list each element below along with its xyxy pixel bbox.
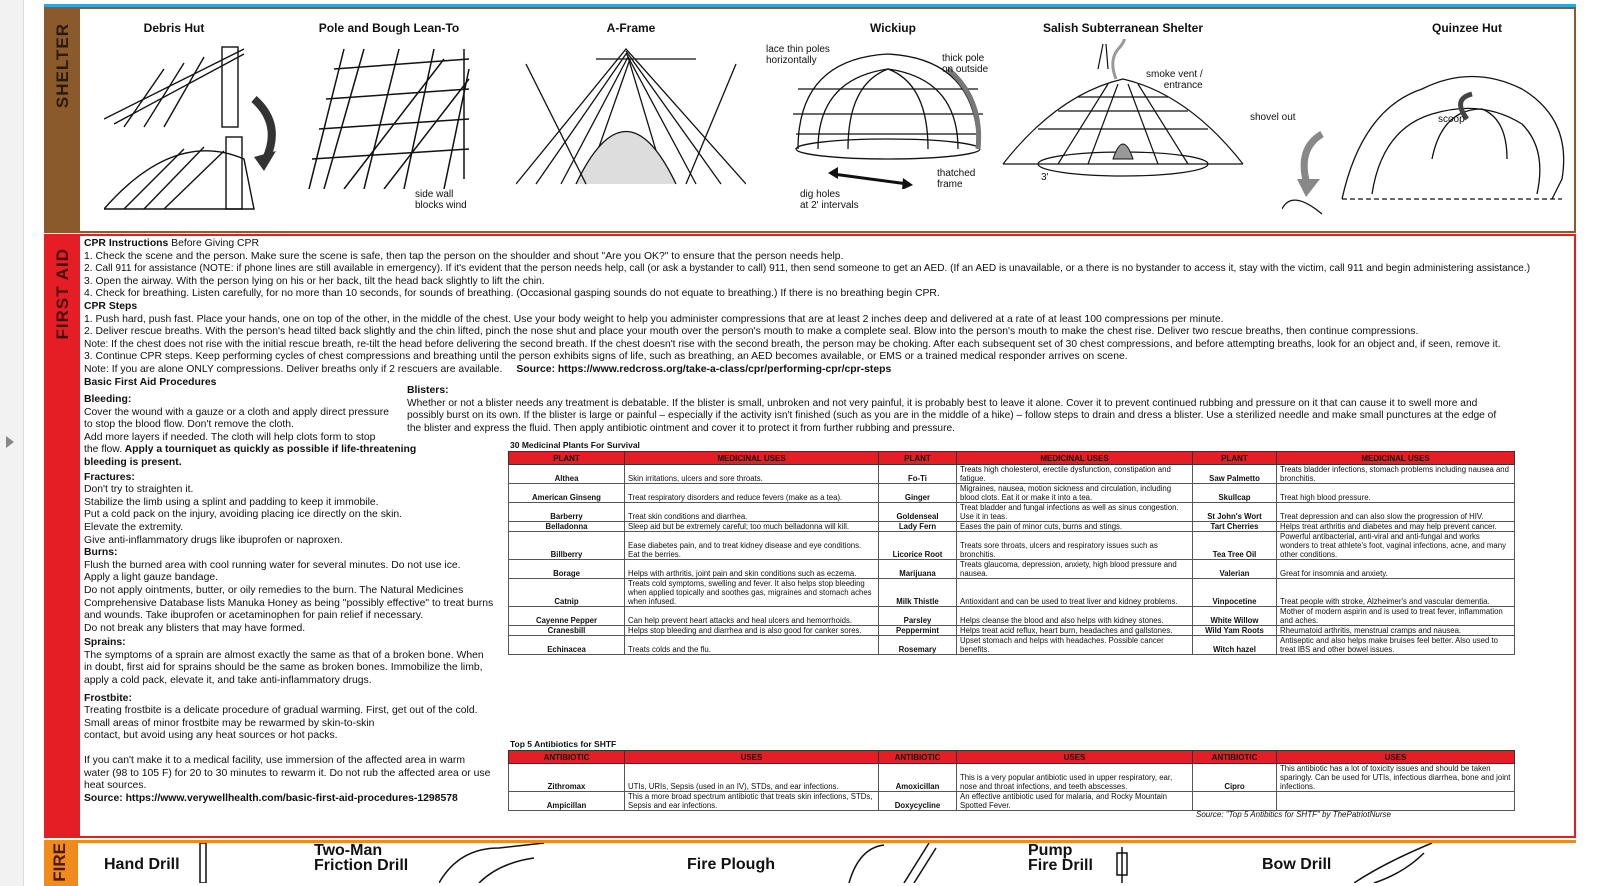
medicinal-plants-table — [508, 451, 1515, 655]
fractures-line: Stabilize the limb using a splint and padding to keep it immobile. — [84, 496, 379, 508]
table-name-cell: Licorice Root — [879, 532, 957, 560]
blisters-line: Whether or not a blister needs any treatment is debatable. If the blister is small, unbroken and not very painful, it is probably best to leave it alone. Cover it to prevent continued rubbing and pressure on it that can cause it to swell more and — [407, 397, 1478, 409]
shelter-title: Wickiup — [870, 21, 916, 35]
frostbite-line: Small areas of minor frostbite may be rewarmed by skin-to-skin — [84, 717, 375, 729]
table-row — [509, 522, 1515, 532]
table-name-cell: Belladonna — [509, 522, 625, 532]
table-name-cell: Cipro — [1193, 764, 1277, 792]
shelter-tab-label: SHELTER — [53, 23, 72, 109]
table-uses-cell: Treats colds and the flu. — [625, 636, 879, 655]
frostbite-line: water (98 to 105 F) for 20 to 30 minutes to rewarm it. Do not rub the affected area or use — [84, 767, 491, 779]
table-name-cell: Marijuana — [879, 560, 957, 579]
table-row — [509, 560, 1515, 579]
burns-line: Comprehensive Database lists Manuka Honey as being "possibly effective" to treat burns — [84, 597, 494, 609]
table-name-cell: Cayenne Pepper — [509, 607, 625, 626]
cpr-instruction-line: 2. Call 911 for assistance (NOTE: if phone lines are still available in emergency). If it's evident that the person needs help, call (or ask a bystander to call) 911, then send someone to get an AED. (If an AED is unavailable, or a there is no bystander to access it, stay with the victim, call 911 and begin administering assistance.) — [84, 263, 1531, 275]
table-name-cell: Goldenseal — [879, 503, 957, 522]
table-uses-cell: Treats bladder infections, stomach problems including nausea and bronchitis. — [1277, 465, 1515, 484]
table-row — [509, 607, 1515, 626]
burns-line: Do not apply ointments, butter, or oily remedies to the burn. The Natural Medicines — [84, 584, 464, 596]
table-header-cell: ANTIBIOTIC — [509, 751, 625, 764]
table-name-cell: Catnip — [509, 579, 625, 607]
table-uses-cell: Mother of modern aspirin and is used to treat fever, inflammation and aches. — [1277, 607, 1515, 626]
frostbite-line: contact, but avoid using any heat sources or hot packs. — [84, 730, 338, 742]
shelter-title: A-Frame — [606, 21, 656, 35]
table-uses-cell: Skin irritations, ulcers and sore throats. — [625, 465, 879, 484]
shelter-title: Pole and Bough Lean-To — [318, 21, 460, 35]
table-uses-cell: Treats glaucoma, depression, anxiety, high blood pressure and nausea. — [957, 560, 1193, 579]
sprains-heading: Sprains: — [84, 637, 126, 649]
table-uses-cell: Can help prevent heart attacks and heal ulcers and hemorrhoids. — [625, 607, 879, 626]
table-row — [509, 792, 1515, 811]
cpr-steps-heading: CPR Steps — [84, 300, 138, 312]
table-header-cell: MEDICINAL USES — [1277, 452, 1515, 465]
table-name-cell: St John's Wort — [1193, 503, 1277, 522]
fractures-line: Give anti-inflammatory drugs like ibuprofen or naproxen. — [84, 534, 343, 546]
table-name-cell: Tea Tree Oil — [1193, 532, 1277, 560]
cpr-step-line: 2. Deliver rescue breaths. With the person's head tilted back slightly and the chin lifted, pinch the nose shut and place your mouth over the person's mouth to make a complete seal. Blow into the person's mouth to make the chest rise. Deliver two rescue breaths, then continue compressions. — [84, 326, 1419, 338]
quinzee-callout-scoop: scoop — [1438, 114, 1465, 125]
table-name-cell: Cranesbill — [509, 626, 625, 636]
poster-page — [44, 0, 1576, 886]
table-uses-cell: Treat skin conditions and diarrhea. — [625, 503, 879, 522]
cpr-step-line: 1. Push hard, push fast. Place your hands, one on top of the other, in the middle of the chest. Use your body weight to help you administer compressions that are at least 2 inches deep and delivered at a rate of at least 100 compressions per minute. — [84, 313, 1224, 325]
fire-plough-icon — [844, 843, 939, 883]
table-name-cell: Echinacea — [509, 636, 625, 655]
table-name-cell: Billberry — [509, 532, 625, 560]
table-uses-cell: Antioxidant and can be used to treat liver and kidney problems. — [957, 579, 1193, 607]
table-header-cell: ANTIBIOTIC — [1193, 751, 1277, 764]
table-uses-cell: Helps treat acid reflux, heart burn, headaches and gallstones. — [957, 626, 1193, 636]
table-uses-cell — [1277, 792, 1515, 811]
table-name-cell: Lady Fern — [879, 522, 957, 532]
lean-to-illustration — [304, 39, 474, 189]
table-uses-cell: This a more broad spectrum antibiotic that treats skin infections, STDs, Sepsis and ear infections. — [625, 792, 879, 811]
shelter-title: Quinzee Hut — [1431, 21, 1502, 35]
quinzee-callout-shovel: shovel out — [1250, 112, 1296, 123]
cpr-source-link[interactable]: Source: https://www.redcross.org/take-a-class/cpr/performing-cpr/cpr-steps — [516, 363, 892, 375]
salish-callout-vent: smoke vent / entrance — [1146, 69, 1203, 91]
table-header-cell: USES — [1277, 751, 1515, 764]
fractures-heading: Fractures: — [84, 471, 135, 483]
table-name-cell: Peppermint — [879, 626, 957, 636]
table-header-cell: MEDICINAL USES — [625, 452, 879, 465]
frostbite-line: heat sources. — [84, 780, 147, 792]
blisters-line: the blister and express the fluid. Then apply antibiotic ointment and cover it to protect it from further rubbing and pressure. — [407, 422, 955, 434]
table-name-cell: Althea — [509, 465, 625, 484]
table-uses-cell: Treat bladder and fungal infections as well as sinus congestion. Use it in teas. — [957, 503, 1193, 522]
table-header-cell: USES — [957, 751, 1193, 764]
table-name-cell: Rosemary — [879, 636, 957, 655]
shelter-title: Debris Hut — [143, 21, 205, 35]
wickiup-callout-holes: dig holes at 2' intervals — [800, 189, 859, 211]
table-name-cell: Valerian — [1193, 560, 1277, 579]
table-uses-cell: Treats high cholesterol, erectile dysfunction, constipation and fatigue. — [957, 465, 1193, 484]
expand-panel-arrow-icon[interactable] — [6, 436, 14, 448]
table-row — [509, 484, 1515, 503]
table-name-cell: Wild Yam Roots — [1193, 626, 1277, 636]
table-uses-cell: Treat high blood pressure. — [1277, 484, 1515, 503]
table-row — [509, 579, 1515, 607]
table-name-cell: Skullcap — [1193, 484, 1277, 503]
debris-hut-callout: side wall blocks wind — [415, 189, 467, 211]
bleeding-line: to stop the blood flow. Don't remove the cloth. — [84, 419, 294, 431]
fire-pump-drill: Pump Fire Drill — [1028, 842, 1093, 874]
sprains-line: The symptoms of a sprain are almost exactly the same as that of a broken bone. When — [84, 649, 484, 661]
table-header-cell: PLANT — [1193, 452, 1277, 465]
antibiotics-table-caption: Top 5 Antibiotics for SHTF — [510, 739, 617, 749]
table-row — [509, 532, 1515, 560]
shelter-section — [44, 7, 1576, 233]
table-header-cell: ANTIBIOTIC — [879, 751, 957, 764]
table-uses-cell: Treat respiratory disorders and reduce fevers (make as a tea). — [625, 484, 879, 503]
bleeding-line: the flow. Apply a tourniquet as quickly as possible if life-threatening — [84, 444, 417, 456]
table-name-cell: Fo-Ti — [879, 465, 957, 484]
table-uses-cell: This antibiotic has a lot of toxicity issues and should be taken sparingly. Can be used for UTIs, infectious diarrhea, bone and joint infections. — [1277, 764, 1515, 792]
cpr-instruction-line: 4. Check for breathing. Listen carefully, for no more than 10 seconds, for sounds of breathing. (Occasional gasping sounds do not equate to breathing.) If there is no breathing begin CPR. — [84, 288, 940, 300]
table-uses-cell: Antiseptic and also helps make bruises feel better. Also used to treat IBS and other bowel issues. — [1277, 636, 1515, 655]
shelter-debris-hut — [104, 9, 244, 229]
bleeding-line: bleeding is present. — [84, 456, 182, 468]
table-uses-cell: Ease diabetes pain, and to treat kidney disease and eye conditions. Eat the berries. — [625, 532, 879, 560]
cpr-step-line: Note: If the chest does not rise with the initial rescue breath, re-tilt the head before delivering the second breath. If the chest doesn't rise with the second breath, the person may be choking. After each subsequent set of 30 chest compressions, and before attempting breaths, look for an object and, if seen, remove it. — [84, 338, 1501, 350]
table-header-cell: PLANT — [879, 452, 957, 465]
table-uses-cell: Eases the pain of minor cuts, burns and stings. — [957, 522, 1193, 532]
table-name-cell: American Ginseng — [509, 484, 625, 503]
cpr-block — [84, 238, 1570, 389]
bleeding-line: Cover the wound with a gauze or a cloth and apply direct pressure — [84, 406, 389, 418]
first-aid-section — [44, 234, 1576, 838]
pump-drill-icon — [1114, 847, 1134, 883]
bleeding-line: Add more layers if needed. The cloth will help clots form to stop — [84, 431, 376, 443]
table-uses-cell: Rheumatoid arthritis, menstrual cramps and nausea. — [1277, 626, 1515, 636]
table-name-cell: Milk Thistle — [879, 579, 957, 607]
sprains-line: apply a cold pack, elevate it, and take anti-inflammatory drugs. — [84, 675, 372, 687]
a-frame-illustration — [516, 39, 746, 189]
table-name-cell: Parsley — [879, 607, 957, 626]
frostbite-heading: Frostbite: — [84, 692, 132, 704]
burns-line: Do not break any blisters that may have formed. — [84, 622, 306, 634]
table-uses-cell: Sleep aid but be extremely careful; too much belladonna will kill. — [625, 522, 879, 532]
cpr-note-line: Note: If you are alone ONLY compressions. Deliver breaths only if 2 rescuers are available. Source: https://www.redcross.org/take-a-class/cpr/performing-cpr/cpr-steps — [84, 363, 892, 375]
cpr-step-line: 3. Continue CPR steps. Keep performing cycles of chest compressions and breathing until the person exhibits signs of life, such as breathing, an AED becomes available, or EMS or a trained medical responder arrives on scene. — [84, 351, 1128, 363]
table-name-cell — [1193, 792, 1277, 811]
two-man-drill-icon — [439, 843, 549, 883]
table-uses-cell: Treats sore throats, ulcers and respiratory issues such as bronchitis. — [957, 532, 1193, 560]
shelter-a-frame — [516, 9, 746, 229]
table-name-cell: Ampicillan — [509, 792, 625, 811]
table-name-cell: White Willow — [1193, 607, 1277, 626]
debris-hut-illustration — [104, 39, 289, 219]
blisters-block — [407, 385, 1537, 435]
table-uses-cell: Helps with arthritis, joint pain and skin conditions such as eczema. — [625, 560, 879, 579]
shelter-salish — [998, 9, 1248, 229]
table-row — [509, 764, 1515, 792]
table-row — [509, 626, 1515, 636]
table-uses-cell: Helps cleanse the blood and also helps with kidney stones. — [957, 607, 1193, 626]
wickiup-callout-thatched: thatched frame — [937, 168, 976, 190]
bleeding-heading: Bleeding: — [84, 394, 132, 405]
plants-table-caption: 30 Medicinal Plants For Survival — [510, 440, 640, 450]
table-uses-cell: Treat depression and can also slow the progression of HIV. — [1277, 503, 1515, 522]
fractures-line: Put a cold pack on the injury, avoiding placing ice directly on the skin. — [84, 509, 403, 521]
first-aid-tab — [46, 236, 80, 836]
wickiup-callout-thick: thick pole on outside — [942, 53, 989, 75]
fire-plough: Fire Plough — [687, 856, 775, 873]
fractures-line: Don't try to straighten it. — [84, 484, 194, 496]
hand-drill-icon — [194, 843, 214, 883]
table-uses-cell: Helps stop bleeding and diarrhea and is also good for canker sores. — [625, 626, 879, 636]
shelter-quinzee — [1282, 9, 1572, 229]
table-name-cell: Barberry — [509, 503, 625, 522]
table-uses-cell: Treat people with stroke, Alzheimer's and vascular dementia. — [1277, 579, 1515, 607]
fractures-line: Elevate the extremity. — [84, 521, 184, 533]
table-row — [509, 636, 1515, 655]
table-name-cell: Doxycycline — [879, 792, 957, 811]
fire-hand-drill: Hand Drill — [104, 856, 180, 873]
table-header-cell: USES — [625, 751, 879, 764]
previous-section-edge — [44, 0, 1576, 7]
basic-first-aid-heading: Basic First Aid Procedures — [84, 376, 217, 388]
table-name-cell: Saw Palmetto — [1193, 465, 1277, 484]
bow-drill-icon — [1354, 843, 1434, 883]
table-uses-cell: UTIs, URIs, Sepsis (used in an IV), STDs, and ear infections. — [625, 764, 879, 792]
table-uses-cell: Treats cold symptoms, swelling and fever. It also helps stop bleeding when applied topically and soothes gas, migraines and stomach aches when infused. — [625, 579, 879, 607]
table-uses-cell: An effective antibiotic used for malaria, and Rocky Mountain Spotted Fever. — [957, 792, 1193, 811]
cpr-instruction-line: 1. Check the scene and the person. Make sure the scene is safe, then tap the person on the shoulder and shout "Are you OK?" to ensure that the person needs help. — [84, 250, 844, 262]
table-row — [509, 503, 1515, 522]
table-uses-cell: This is a very popular antibiotic used in upper respiratory, ear, nose and throat infections, and teeth abscesses. — [957, 764, 1193, 792]
table-name-cell: Ginger — [879, 484, 957, 503]
shelter-lean-to — [304, 9, 474, 229]
fire-two-man-drill: Two-Man Friction Drill — [314, 842, 409, 874]
shelter-title: Salish Subterranean Shelter — [1042, 21, 1204, 35]
fire-section — [44, 840, 1576, 886]
frostbite-line: Treating frostbite is a delicate procedure of gradual warming. First, get out of the cold. — [84, 705, 478, 717]
table-uses-cell: Upset stomach and helps with headaches. Possible cancer benefits. — [957, 636, 1193, 655]
cpr-instruction-line: 3. Open the airway. With the person lying on his or her back, tilt the head back slightly to lift the chin. — [84, 275, 545, 287]
cpr-instructions-heading: CPR Instructions Before Giving CPR — [84, 238, 259, 249]
burns-line: Flush the burned area with cool running water for several minutes. Do not use ice. — [84, 559, 461, 571]
table-header-cell: PLANT — [509, 452, 625, 465]
burns-line: Apply a light gauze bandage. — [84, 572, 219, 584]
table-name-cell: Zithromax — [509, 764, 625, 792]
table-header-cell: MEDICINAL USES — [957, 452, 1193, 465]
table-name-cell: Vinpocetine — [1193, 579, 1277, 607]
salish-illustration — [998, 39, 1248, 189]
blisters-line: possibly burst on its own. If the blister is large or painful – especially if the activity isn't finished (such as you are in the middle of a hike) – follow steps to drain and dress a blister. Use a sterilized needle and make small punctures at the edge of — [407, 410, 1497, 422]
viewer-gutter — [0, 0, 24, 886]
frostbite-line: If you can't make it to a medical facility, use immersion of the affected area in warm — [84, 755, 466, 767]
quinzee-illustration — [1282, 39, 1572, 219]
table-row — [509, 465, 1515, 484]
fire-tab-label: FIRE — [50, 843, 69, 882]
sprains-line: in doubt, first aid for sprains should be the same as broken bones. Immobilize the limb, — [84, 662, 483, 674]
table-uses-cell: Great for insomnia and anxiety. — [1277, 560, 1515, 579]
table-name-cell: Witch hazel — [1193, 636, 1277, 655]
table-name-cell: Amoxicillan — [879, 764, 957, 792]
first-aid-tab-label: FIRST AID — [53, 248, 72, 340]
table-uses-cell: Helps treat arthritis and diabetes and may help prevent cancer. — [1277, 522, 1515, 532]
wickiup-callout-lace: lace thin poles horizontally — [766, 44, 830, 66]
basic-procedures-column — [84, 394, 494, 805]
burns-line: and wounds. Take ibuprofen or acetaminophen for pain relief if necessary. — [84, 610, 424, 622]
fire-bow-drill: Bow Drill — [1262, 856, 1332, 873]
shelter-tab — [46, 9, 80, 231]
antibiotics-table — [508, 750, 1515, 811]
blisters-heading: Blisters: — [407, 385, 449, 396]
basic-first-aid-source-link[interactable]: Source: https://www.verywellhealth.com/basic-first-aid-procedures-1298578 — [84, 792, 458, 804]
table-uses-cell: Powerful antibacterial, anti-viral and anti-fungal and works wonders to treat athlete's foot, vaginal infections, acne, and many other conditions. — [1277, 532, 1515, 560]
table-name-cell: Tart Cherries — [1193, 522, 1277, 532]
burns-heading: Burns: — [84, 547, 118, 559]
salish-callout-depth: 3' — [1041, 172, 1049, 183]
antibiotics-source: Source: "Top 5 Antibitics for SHTF" by ThePatriotNurse — [1196, 810, 1391, 819]
table-name-cell: Borage — [509, 560, 625, 579]
table-uses-cell: Migraines, nausea, motion sickness and circulation, including blood clots. Eat it or make it into a tea. — [957, 484, 1193, 503]
fire-tab — [44, 843, 78, 886]
